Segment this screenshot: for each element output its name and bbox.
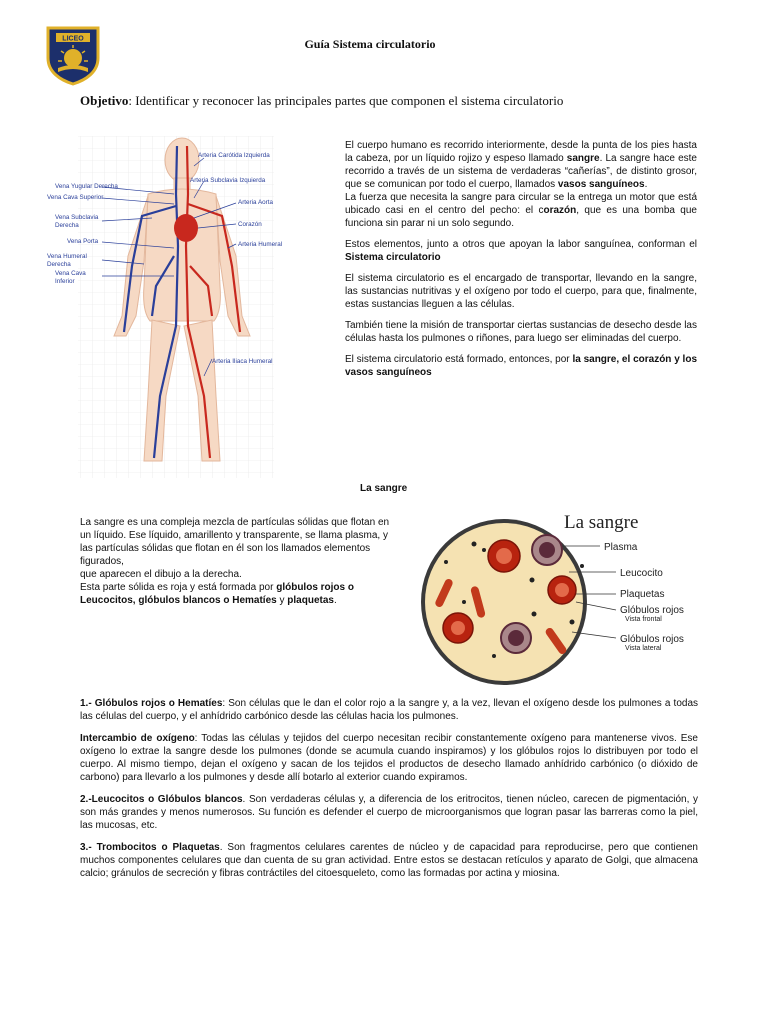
intro-paragraph-5: El sistema circulatorio está formado, entonces, por la sangre, el corazón y los vasos sanguíneos	[345, 354, 698, 378]
section-intercambio-oxigeno: Intercambio de oxígeno: Todas las células y tejidos del cuerpo necesitan recibir constantemente oxígeno para mantenerse vivos. Ese oxígeno lo extrae la sangre desde los pulmones (donde se acumula cuando inspiramos) y los glóbulos rojos lo distribuyen por todo el cuerpo. Al mismo tiempo, dejan el oxígeno y sacan de los tejidos el productos de desecho llamado anhídrido carbónico (o dióxido de carbono) para llevarlo a los pulmones y desde allí botarlo al exterior cuando expiramos.	[80, 733, 698, 783]
blood-sections	[80, 697, 698, 889]
label-plaquetas: Plaquetas	[620, 589, 665, 600]
label-plasma: Plasma	[604, 542, 638, 553]
label-vena-cava-inferior-2: Inferior	[55, 278, 75, 285]
page-title: Guía Sistema circulatorio	[304, 37, 436, 51]
blood-figure-title: La sangre	[564, 512, 639, 533]
intro-paragraph-4: También tiene la misión de transportar ciertas sustancias de desecho desde las células hasta los pulmones o riñones, para luego ser eliminadas del cuerpo.	[345, 320, 697, 344]
section-heading-sangre: La sangre	[360, 483, 408, 494]
intro-paragraph-2: Estos elementos, junto a otros que apoyan la labor sanguínea, conforman el Sistema circulatorio	[345, 239, 697, 263]
label-arteria-subclavia: Arteria Subclavia Izquierda	[190, 177, 266, 184]
label-vena-yugular: Vena Yugular Derecha	[55, 183, 118, 190]
objective-text: : Identificar y reconocer las principales partes que componen el sistema circulatorio	[128, 93, 564, 108]
label-globulos-rojos-frontal: Glóbulos rojos	[620, 605, 684, 616]
label-arteria-humeral: Arteria Humeral	[238, 241, 283, 248]
objective-label: Objetivo	[80, 93, 129, 108]
label-leucocito: Leucocito	[620, 568, 663, 579]
circulatory-system-figure	[44, 136, 306, 478]
label-vena-subclavia: Vena Subclavia	[55, 214, 99, 221]
label-arteria-carotida: Arteria Carótida Izquierda	[198, 152, 270, 159]
section-plaquetas: 3.- Trombocitos o Plaquetas. Son fragmentos celulares carentes de núcleo y de capacidad para reproducirse, pero que contienen muchos componentes celulares que dan cuenta de su gran actividad. Entre estos se destacan retículos y aparato de Golgi, que almacena calcio; gránulos de secreción y fibras contráctiles del citoesqueleto, como las formadas por actina y miosina.	[80, 842, 698, 879]
label-vena-subclavia-2: Derecha	[55, 222, 79, 229]
label-arteria-aorta: Arteria Aorta	[238, 199, 273, 206]
label-vista-lateral: Vista lateral	[625, 645, 662, 652]
intro-paragraph-1: El cuerpo humano es recorrido interiormente, desde la punta de los pies hasta la cabeza, por un líquido rojizo y espeso llamado sangre. La sangre hace este recorrido a través de un sistema de verdaderas “cañerías”, de distinto grosor, que se comunican por todo el cuerpo, llamados vasos sanguíneos. La fuerza que necesita la sangre para circular se la entrega un motor que está ubicado casi en el centro del pecho: el corazón, que es una bomba que funciona sin parar ni un solo segundo.	[345, 140, 697, 229]
intro-text	[345, 139, 697, 387]
label-vena-cava-inferior: Vena Cava	[55, 270, 86, 277]
label-globulos-rojos-lateral: Glóbulos rojos	[620, 634, 684, 645]
logo-text: LICEO	[62, 35, 84, 43]
label-vena-cava-superior: Vena Cava Superior	[47, 194, 104, 201]
intro-paragraph-3: El sistema circulatorio es el encargado de transportar, llevando en la sangre, las sustancias nutritivas y el oxígeno por todo el cuerpo, para que, finalmente, estas sustancias lleguen a las células.	[345, 273, 697, 310]
objective	[80, 93, 563, 109]
section-leucocitos: 2.-Leucocitos o Glóbulos blancos. Son verdaderas células y, a diferencia de los eritrocitos, tienen núcleo, carecen de pigmentación, y son más grandes y menos numerosos. Su función es defender el cuerpo de microorganismos que logran pasar las barreras como la piel, las mucosas, etc.	[80, 794, 698, 831]
blood-components-figure	[404, 506, 700, 686]
label-vista-frontal: Vista frontal	[625, 616, 662, 623]
label-vena-humeral: Vena Humeral	[47, 253, 87, 260]
school-logo	[44, 24, 102, 86]
label-vena-humeral-2: Derecha	[47, 261, 71, 268]
label-corazon: Corazón	[238, 221, 262, 228]
label-vena-porta: Vena Porta	[67, 238, 99, 245]
blood-description: La sangre es una compleja mezcla de partículas sólidas que flotan en un líquido. Ese líquido, amarillento y transparente, se llama plasma, y las partículas sólidas que flotan en él son los llamados elementos figurados, que aparecen el dibujo a la derecha. Esta parte sólida es roja y está formada por glóbulos rojos o Leucocitos, glóbulos blancos o Hematíes y plaquetas.	[80, 517, 390, 606]
label-arteria-iliaca: Arteria Iliaca Humeral	[212, 358, 273, 365]
section-globulos-rojos: 1.- Glóbulos rojos o Hematíes: Son células que le dan el color rojo a la sangre y, a la vez, llevan el oxígeno desde los pulmones a todas las células del cuerpo, y el anhídrido carbónico desde las células hacia los pulmones.	[80, 698, 699, 722]
